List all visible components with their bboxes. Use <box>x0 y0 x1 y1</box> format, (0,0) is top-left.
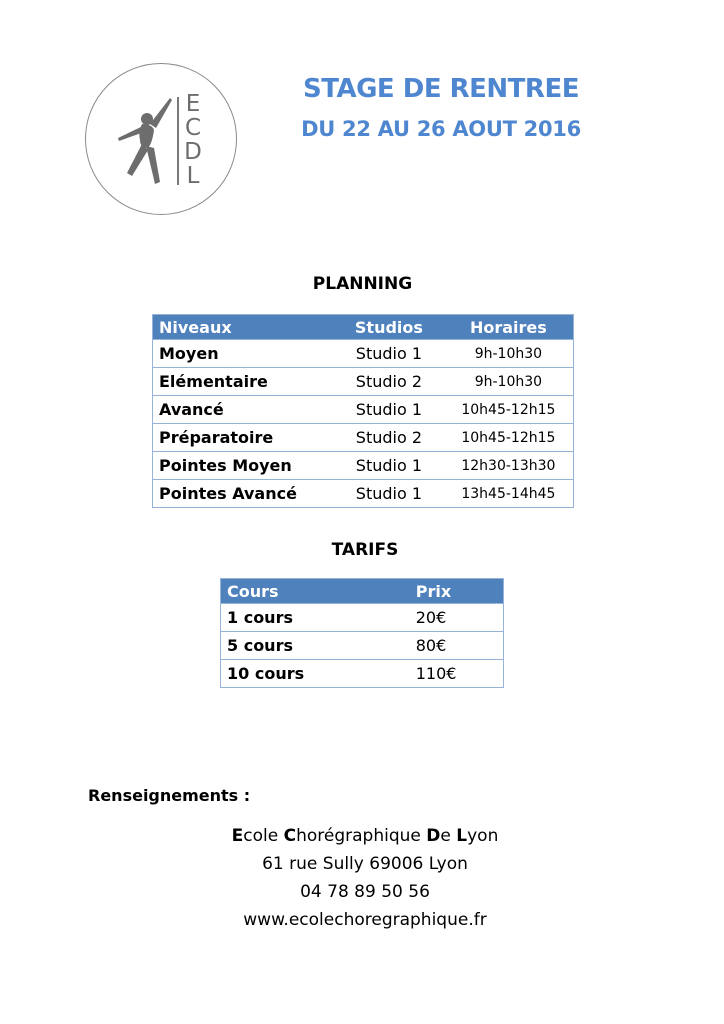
column-header-studios: Studios <box>334 315 444 340</box>
niveau-cell: Moyen <box>153 340 335 368</box>
horaire-cell: 10h45-12h15 <box>444 424 574 452</box>
niveau-cell: Elémentaire <box>153 368 335 396</box>
tarifs-heading: TARIFS <box>331 540 399 560</box>
school-name-part: horégraphique <box>296 826 427 846</box>
table-row <box>153 340 574 368</box>
studio-cell: Studio 2 <box>334 368 444 396</box>
logo-letter: D <box>184 139 202 165</box>
table-row <box>153 480 574 508</box>
website-link[interactable]: www.ecolechoregraphique.fr <box>243 910 487 930</box>
logo-divider <box>177 97 179 185</box>
horaire-cell: 13h45-14h45 <box>444 480 574 508</box>
niveau-cell: Avancé <box>153 396 335 424</box>
phone-number: 04 78 89 50 56 <box>300 882 430 902</box>
horaire-cell: 9h-10h30 <box>444 340 574 368</box>
planning-heading: PLANNING <box>312 274 413 294</box>
studio-cell: Studio 1 <box>334 340 444 368</box>
page-title: STAGE DE RENTREE <box>303 74 579 104</box>
table-row <box>221 604 504 632</box>
studio-cell: Studio 1 <box>334 396 444 424</box>
studio-cell: Studio 1 <box>334 480 444 508</box>
table-header-row <box>221 579 504 604</box>
school-name-part: cole <box>243 826 284 846</box>
tarifs-table <box>220 578 504 688</box>
cours-cell: 1 cours <box>221 604 410 632</box>
school-name-part: e <box>440 826 457 846</box>
table-header-row <box>153 315 574 340</box>
niveau-cell: Pointes Avancé <box>153 480 335 508</box>
logo-letter: L <box>186 163 200 189</box>
school-name <box>200 822 530 850</box>
table-row <box>153 424 574 452</box>
logo-letter: E <box>185 91 201 117</box>
table-row <box>153 368 574 396</box>
niveau-cell: Préparatoire <box>153 424 335 452</box>
planning-table <box>152 314 574 508</box>
table-row <box>153 452 574 480</box>
horaire-cell: 12h30-13h30 <box>444 452 574 480</box>
logo-letters <box>184 92 202 188</box>
column-header-cours: Cours <box>221 579 410 604</box>
horaire-cell: 9h-10h30 <box>444 368 574 396</box>
horaire-cell: 10h45-12h15 <box>444 396 574 424</box>
info-heading: Renseignements : <box>88 786 251 805</box>
column-header-niveaux: Niveaux <box>153 315 335 340</box>
prix-cell: 110€ <box>410 660 504 688</box>
school-name-part: yon <box>467 826 499 846</box>
table-row <box>221 660 504 688</box>
column-header-horaires: Horaires <box>444 315 574 340</box>
table-row <box>221 632 504 660</box>
prix-cell: 80€ <box>410 632 504 660</box>
address: 61 rue Sully 69006 Lyon <box>262 854 468 874</box>
school-initial: L <box>456 826 468 846</box>
cours-cell: 10 cours <box>221 660 410 688</box>
table-row <box>153 396 574 424</box>
ecdl-logo <box>85 63 237 215</box>
column-header-prix: Prix <box>410 579 504 604</box>
page-subtitle: DU 22 AU 26 AOUT 2016 <box>301 117 581 141</box>
logo-letter: C <box>184 115 202 141</box>
dancer-icon <box>86 64 238 216</box>
school-initial: C <box>283 826 297 846</box>
studio-cell: Studio 1 <box>334 452 444 480</box>
header <box>300 72 582 146</box>
niveau-cell: Pointes Moyen <box>153 452 335 480</box>
school-initial: E <box>231 826 244 846</box>
school-initial: D <box>426 826 441 846</box>
contact-block <box>200 822 530 934</box>
prix-cell: 20€ <box>410 604 504 632</box>
studio-cell: Studio 2 <box>334 424 444 452</box>
cours-cell: 5 cours <box>221 632 410 660</box>
